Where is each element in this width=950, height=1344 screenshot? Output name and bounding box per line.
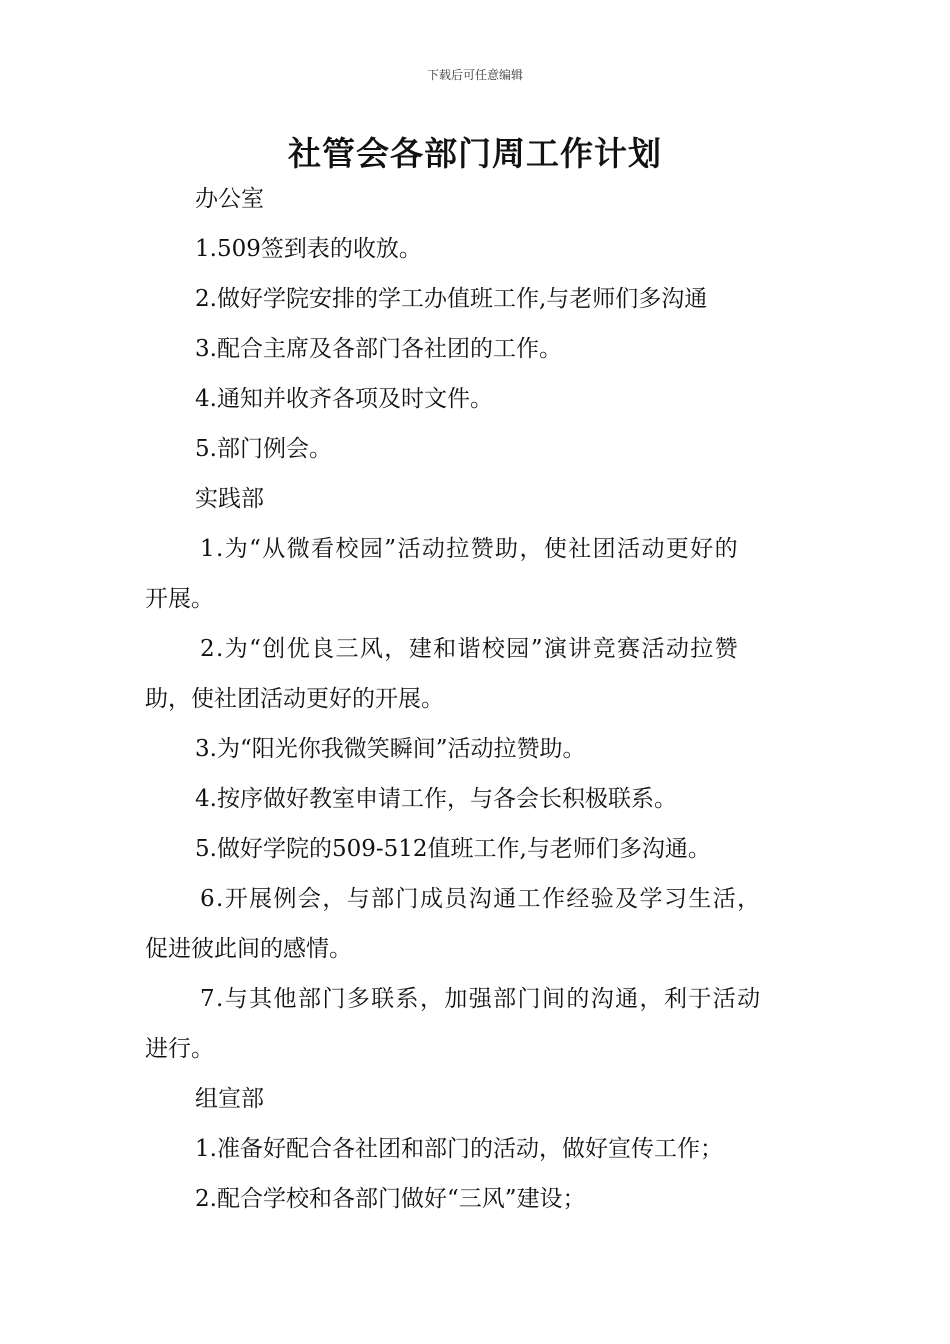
section-heading-practice: 实践部 [195,486,264,512]
document-title: 社管会各部门周工作计划 [288,134,662,173]
document-body [145,174,805,1224]
practice-item-7-cont: 进行。 [145,1036,214,1062]
practice-item-1: 1.为“从微看校园”活动拉赞助，使社团活动更好的 [200,536,740,562]
practice-item-3: 3.为“阳光你我微笑瞬间”活动拉赞助。 [195,736,586,762]
office-item-2: 2.做好学院安排的学工办值班工作,与老师们多沟通 [195,286,708,312]
practice-item-6: 6.开展例会，与部门成员沟通工作经验及学习生活， [200,886,762,912]
section-heading-office: 办公室 [195,186,264,212]
practice-item-7: 7.与其他部门多联系，加强部门间的沟通，利于活动 [200,986,762,1012]
office-item-1: 1.509签到表的收放。 [195,236,422,262]
publicity-item-1: 1.准备好配合各社团和部门的活动，做好宣传工作； [195,1136,723,1162]
practice-item-5: 5.做好学院的509-512值班工作,与老师们多沟通。 [195,836,711,862]
practice-item-4: 4.按序做好教室申请工作，与各会长积极联系。 [195,786,677,812]
office-item-4: 4.通知并收齐各项及时文件。 [195,386,493,412]
office-item-3: 3.配合主席及各部门各社团的工作。 [195,336,562,362]
practice-item-1-cont: 开展。 [145,586,214,612]
header-note: 下载后可任意编辑 [426,68,523,82]
publicity-item-2: 2.配合学校和各部门做好“三风”建设； [195,1186,586,1212]
practice-item-2-cont: 助，使社团活动更好的开展。 [145,686,444,712]
office-item-5: 5.部门例会。 [195,436,332,462]
practice-item-2: 2.为“创优良三风，建和谐校园”演讲竞赛活动拉赞 [200,636,740,662]
section-heading-publicity: 组宣部 [195,1086,264,1112]
practice-item-6-cont: 促进彼此间的感情。 [145,936,352,962]
